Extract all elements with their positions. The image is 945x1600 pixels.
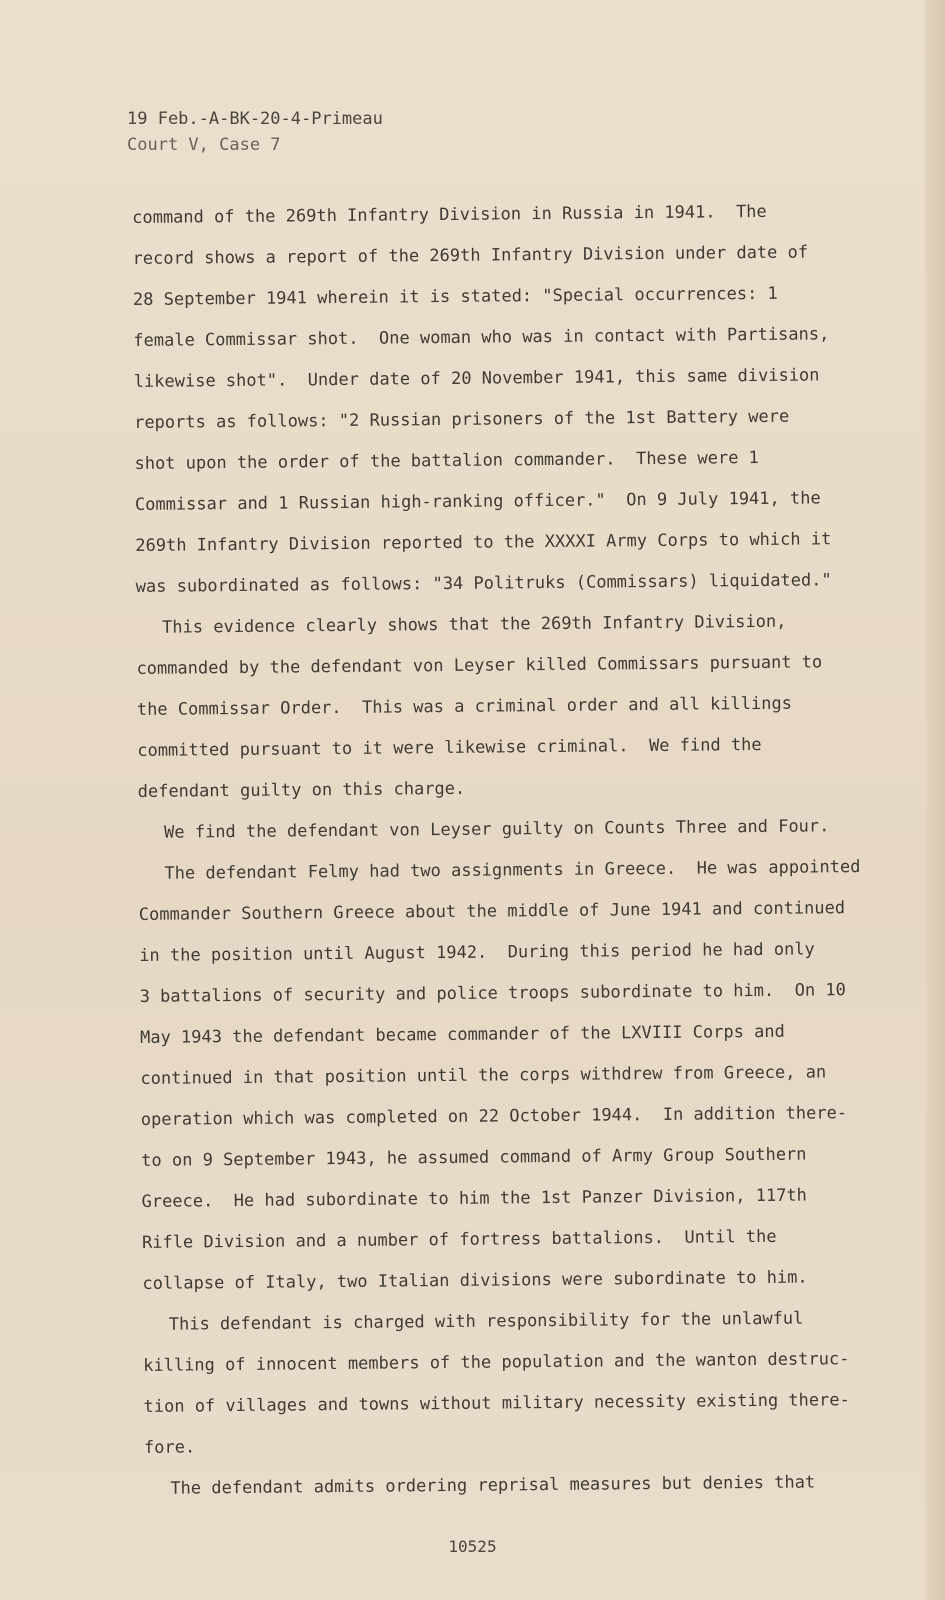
text-line: Greece. He had subordinate to him the 1st Panzer Division, 117th	[141, 1185, 807, 1212]
text-line: Commissar and 1 Russian high-ranking officer." On 9 July 1941, the	[134, 488, 821, 515]
text-line: tion of villages and towns without military necessity existing there-	[143, 1390, 850, 1417]
paragraph-start-line: The defendant admits ordering reprisal measures but denies that	[170, 1472, 816, 1499]
page-number: 10525	[448, 1537, 497, 1556]
text-line: shot upon the order of the battalion commander. These were 1	[134, 447, 759, 474]
text-line: in the position until August 1942. During this period he had only	[139, 939, 815, 966]
text-line: record shows a report of the 269th Infantry Division under date of	[132, 242, 809, 269]
text-line: 28 September 1941 wherein it is stated: "Special occurrences: 1	[132, 283, 778, 310]
text-line: May 1943 the defendant became commander of the LXVIII Corps and	[139, 1021, 785, 1048]
text-line: 3 battalions of security and police troops subordinate to him. On 10	[139, 980, 846, 1007]
text-line: continued in that position until the corps withdrew from Greece, an	[140, 1062, 827, 1089]
text-line: was subordinated as follows: "34 Politruks (Commissars) liquidated."	[135, 570, 832, 597]
text-line: defendant guilty on this charge.	[137, 778, 466, 802]
text-line: commanded by the defendant von Leyser killed Commissars pursuant to	[136, 652, 823, 679]
text-line: the Commissar Order. This was a criminal order and all killings	[136, 693, 793, 720]
text-line: killing of innocent members of the population and the wanton destruc-	[143, 1349, 850, 1376]
text-line: command of the 269th Infantry Division in Russia in 1941. The	[132, 201, 767, 228]
paragraph-start-line: The defendant Felmy had two assignments in Greece. He was appointed	[164, 857, 861, 884]
text-line: operation which was completed on 22 October 1944. In addition there-	[140, 1103, 848, 1130]
text-line: committed pursuant to it were likewise criminal. We find the	[137, 734, 762, 761]
text-line: to on 9 September 1943, he assumed command of Army Group Southern	[141, 1144, 807, 1171]
document-body	[132, 191, 885, 1510]
paragraph-start-line: This defendant is charged with responsibility for the unlawful	[168, 1308, 804, 1335]
text-line: female Commissar shot. One woman who was in contact with Partisans,	[133, 324, 830, 351]
text-line: likewise shot". Under date of 20 November 1941, this same division	[133, 365, 820, 392]
text-line: reports as follows: "2 Russian prisoners of the 1st Battery were	[134, 406, 790, 433]
paragraph-start-line: We find the defendant von Leyser guilty on Counts Three and Four.	[163, 816, 830, 843]
text-line: collapse of Italy, two Italian divisions were subordinate to him.	[142, 1267, 808, 1294]
text-line: Commander Southern Greece about the middle of June 1941 and continued	[138, 898, 846, 925]
text-line: fore.	[143, 1437, 196, 1458]
text-line: 269th Infantry Division reported to the XXXXI Army Corps to which it	[135, 529, 832, 556]
paragraph-start-line: This evidence clearly shows that the 269th Infantry Division,	[162, 611, 787, 638]
document-reference: 19 Feb.-A-BK-20-4-Primeau	[127, 109, 383, 129]
text-line: Rifle Division and a number of fortress battalions. Until the	[141, 1226, 777, 1253]
document-header	[127, 106, 383, 158]
court-case-label: Court V, Case 7	[127, 135, 281, 155]
page-edge-shadow	[925, 0, 945, 1600]
